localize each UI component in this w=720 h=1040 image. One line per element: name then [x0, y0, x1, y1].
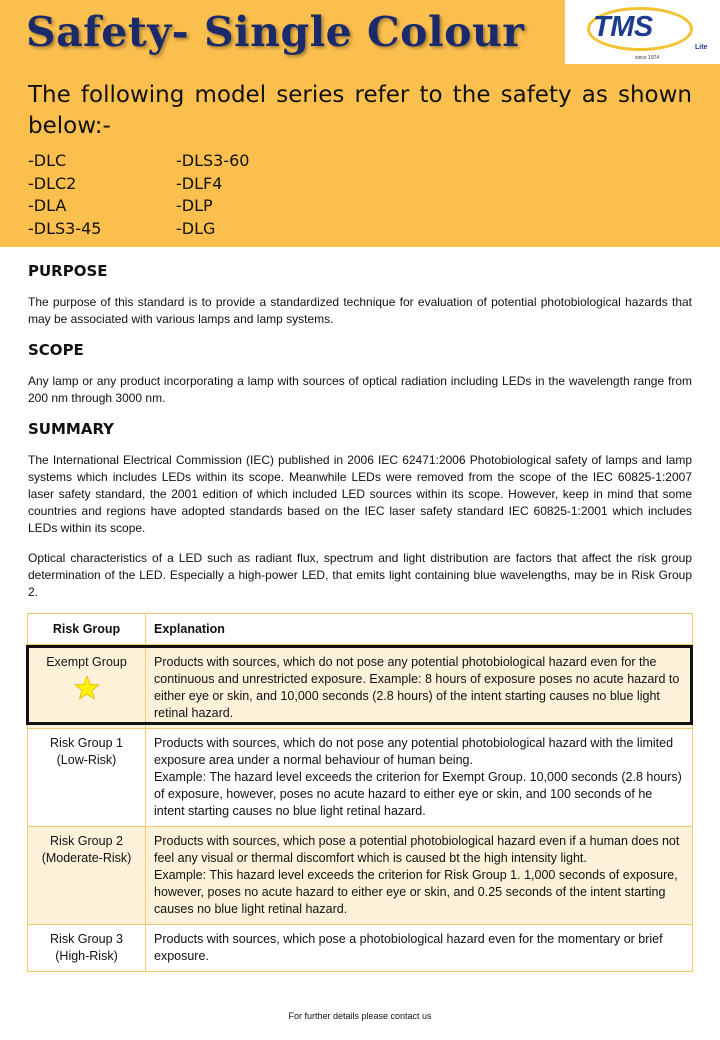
summary-text-2: Optical characteristics of a LED such as radiant flux, spectrum and light distribution are factors that affect the risk group determination of the LED. Especially a high-power LED, that emits light containing blue wavelengths, may be in Risk Group 2.: [28, 551, 692, 599]
model-item: -DLP: [176, 196, 213, 215]
intro-text: The following model series refer to the safety as shown below:-: [28, 82, 692, 139]
explanation-example: Example: The hazard level exceeds the criterion for Exempt Group. 10,000 seconds (2.8 hours) of exposure, however, poses no acute hazard to either eye or skin, and 100 seconds of he intent starting causes no blue light retinal hazard.: [154, 770, 682, 818]
model-item: -DLA: [28, 196, 67, 215]
summary-text-1: The International Electrical Commission (IEC) published in 2006 IEC 62471:2006 Photobiological safety of lamps and lamp systems which includes LEDs within its scope. Meanwhile LEDs were removed from the scope of the IEC 60825-1:2007 laser safety standard, the 2001 edition of which included LED sources within its scope. However, keep in mind that some countries and regions have adopted standards based on the IEC laser safety standard IEC 60825-1:2001 which includes LEDs within its scope.: [28, 453, 692, 535]
scope-heading: SCOPE: [28, 341, 84, 359]
table-header-row: [28, 614, 693, 645]
column-header-explanation: Explanation: [146, 614, 693, 645]
explanation-example: Example: This hazard level exceeds the criterion for Risk Group 1. 1,000 seconds of exposure, however, poses no acute hazard to either eye or skin, and 0.25 seconds of the intent starting causes no blue light retinal hazard.: [154, 868, 678, 916]
risk-group-label: Risk Group 2: [50, 834, 123, 848]
column-header-risk-group: Risk Group: [28, 614, 146, 645]
risk-level-label: (High-Risk): [55, 949, 118, 963]
table-row: [28, 925, 693, 972]
model-list: [28, 150, 428, 240]
explanation-text: Products with sources, which pose a potential photobiological hazard even if a human does not feel any visual or thermal discomfort which is caused bt the high intensity light.: [154, 834, 680, 865]
risk-group-cell: [28, 827, 146, 925]
table-row: [28, 827, 693, 925]
model-item: -DLF4: [176, 173, 223, 193]
purpose-text: The purpose of this standard is to provide a standardized technique for evaluation of potential photobiological hazards that may be associated with various lamps and lamp systems.: [28, 295, 692, 326]
risk-level-label: (Moderate-Risk): [41, 851, 132, 865]
purpose-heading: PURPOSE: [28, 262, 108, 280]
model-item: -DLC: [28, 151, 67, 170]
footer-contact: For further details please contact us: [288, 1011, 432, 1021]
explanation-cell: [146, 827, 693, 925]
risk-group-table: [27, 613, 693, 972]
risk-group-label: Exempt Group: [46, 655, 127, 669]
table-row: [28, 648, 693, 729]
explanation-cell: [146, 729, 693, 827]
risk-group-label: Risk Group 3: [50, 932, 123, 946]
risk-group-cell: [28, 925, 146, 972]
explanation-text: Products with sources, which do not pose any potential photobiological hazard with the limited exposure area under a normal behaviour of human being.: [154, 736, 674, 767]
model-item: -DLC2: [28, 173, 77, 193]
risk-level-label: (Low-Risk): [56, 753, 117, 767]
company-logo: [565, 0, 720, 64]
table-row: [28, 729, 693, 827]
explanation-cell: Products with sources, which pose a photobiological hazard even for the momentary or brief exposure.: [146, 925, 693, 972]
summary-heading: SUMMARY: [28, 420, 115, 438]
page-title: Safety- Single Colour: [26, 8, 525, 56]
logo-since: since 1974: [635, 55, 660, 61]
risk-group-cell: [28, 729, 146, 827]
model-item: -DLS3-45: [28, 218, 102, 238]
model-item: -DLG: [176, 218, 216, 238]
scope-text: Any lamp or any product incorporating a lamp with sources of optical radiation including LEDs in the wavelength range from 200 nm through 3000 nm.: [28, 374, 692, 405]
explanation-cell: Products with sources, which do not pose any potential photobiological hazard even for the continuous and unrestricted exposure. Example: 8 hours of exposure poses no acute hazard to either eye or skin, and 10,000 seconds (2.8 hours) of the intent starting causes no blue light retinal hazard.: [146, 648, 693, 729]
risk-group-cell: [28, 648, 146, 729]
logo-suffix: Lite: [695, 44, 708, 51]
star-icon: [32, 675, 141, 706]
header-banner: [0, 0, 720, 247]
logo-brand: TMS: [593, 11, 653, 43]
risk-group-label: Risk Group 1: [50, 736, 123, 750]
model-item: -DLS3-60: [176, 151, 250, 170]
